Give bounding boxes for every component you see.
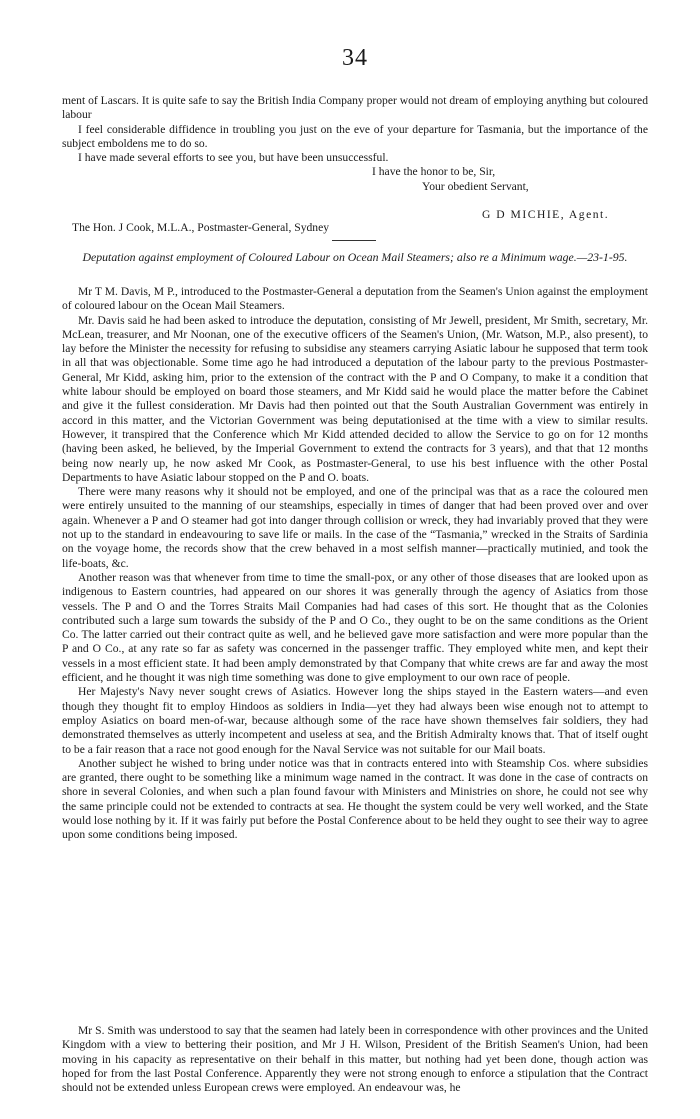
report-paragraph: Another subject he wished to bring under notice was that in contracts entered into with Steamship Cos. where subsidies are granted, there ought to be something like a minimum wage named in the contract. It was done in the case of contracts on shore in several Colonies, and when such a plan found favour with Ministers and Ministries on shore, he could not see why the same principle could not be extended to contracts at sea. He thought the system could be very well worked, and the State would lose nothing by it. If it was fairly put before the Postal Conference about to be held they ought to see their way to agree upon some conditions being imposed. <box>62 756 648 842</box>
page-number: 34 <box>342 45 368 71</box>
report-paragraph: Her Majesty's Navy never sought crews of Asiatics. However long the ships stayed in the Eastern waters—and even though they thought fit to employ Hindoos as soldiers in India—yet they had always been wise enough not to attempt to employ Asiatics on board men-of-war, because although some of the race have shown themselves fair soldiers, they had demonstrated themselves as utterly incompetent and useless at sea, and the British Admiralty knows that. That of itself ought to be a fair reason that a race not good enough for the Naval Service was not suitable for our Mail boats. <box>62 685 648 756</box>
deputation-title: Deputation against employment of Coloured Labour on Ocean Mail Steamers; also re a Minimum wage.—23-1-95. <box>82 250 628 264</box>
report-paragraph: Mr S. Smith was understood to say that the seamen had lately been in correspondence with other provinces and the United Kingdom with a view to bettering their position, and Mr J H. Wilson, President of the British Seamen's Union, had been moving in his capacity as representative on their behalf in this matter, but nothing had yet been done, though action was hoped for from the last Postal Conference. Apparently they were not strong enough to enforce a stipulation that the Contract should not be extended unless European crews were employed. An endeavour was, he <box>62 1024 648 1095</box>
letter-closing-servant: Your obedient Servant, <box>422 180 529 193</box>
letter-paragraph: I have made several efforts to see you, but have been unsuccessful. <box>78 151 389 165</box>
letter-body <box>62 94 648 165</box>
report-paragraph: Another reason was that whenever from time to time the small-pox, or any other of those diseases that are looked upon as indigenous to Eastern countries, had appeared on our shores it was generally through the agency of Asiatics from those vessels. The P and O and the Torres Straits Mail Companies had had cases of this sort. He thought that as the Colonies contributed such a large sum towards the subsidy of the P and O Co., they ought to be on the same conditions as the Orient Co. The latter carried out their contract quite as well, and he believed gave more satisfaction and were more popular than the P and O Co., at any rate so far as safety was concerned in the passenger traffic. They employed white men, and kept their vessels in a most efficient state. It had been amply demonstrated by that Company that white crews are far and away the most efficient, and he thought it was nigh time something was done to give employment to our own race of people. <box>62 570 648 685</box>
report-paragraph: Mr. Davis said he had been asked to introduce the deputation, consisting of Mr Jewell, president, Mr Smith, secretary, Mr. McLean, treasurer, and Mr Noonan, one of the executive officers of the Seamen's Union, (Mr. Watson, M.P., also present), to lay before the Minister the necessity for refusing to subsidise any steamers carrying Asiatic labour he supposed that term took in all that was objectionable. Some time ago he had introduced a deputation of the labour party to the previous Postmaster-General, Mr Kidd, asking him, prior to the extension of the contract with the P and O Company, to make it a condition that white labour should be employed on board those steamers, and Mr Kidd said he would place the matter before the Cabinet and give it the fullest consideration. Mr Davis had then pointed out that the South Australian Government was entirely in accord in this matter, and the Victorian Government was being deputationised at the time with a view to similar results. However, it transpired that the Conference which Mr Kidd attended decided to allow the Service to go on for 12 months (having been asked, he believed, by the Imperial Government to extend the contracts for 3 years), and that that 12 months being now nearly up, he now asked Mr Cook, as Postmaster-General, to use his best influence with the other Postal Departments to have Asiatic labour stopped on the P and O. boats. <box>62 313 648 484</box>
letter-paragraph: ment of Lascars. It is quite safe to say the British India Company proper would not dream of employing anything but coloured labour <box>62 94 648 122</box>
report-paragraph: Mr T M. Davis, M P., introduced to the Postmaster-General a deputation from the Seamen's Union against the employment of coloured labour on the Ocean Mail Steamers. <box>62 285 648 313</box>
letter-signature: G D MICHIE, Agent. <box>482 208 610 221</box>
report-paragraph: There were many reasons why it should not be employed, and one of the principal was that as a race the coloured men were entirely unsuited to the manning of our steamships, especially in times of danger that had been proved over and over again. Whenever a P and O steamer had got into danger through collision or wreck, they had invariably proved that they were not up to the standard in endeavouring to save life or mails. In the case of the “Tasmania,” wrecked in the Straits of Sardinia on the voyage home, the records show that the crew behaved in a most selfish manner—practically mutinied, and took the life-boats, &c. <box>62 485 648 570</box>
letter-closing: I have the honor to be, Sir, <box>372 165 496 178</box>
letter-paragraph: I feel considerable diffidence in troubling you just on the eve of your departure for Tasmania, but the importance of the subject emboldens me to do so. <box>62 122 648 150</box>
section-divider <box>332 240 376 241</box>
letter-addressee: The Hon. J Cook, M.L.A., Postmaster-General, Sydney <box>72 221 330 234</box>
deputation-report <box>62 285 648 843</box>
smith-statement <box>62 1024 648 1095</box>
